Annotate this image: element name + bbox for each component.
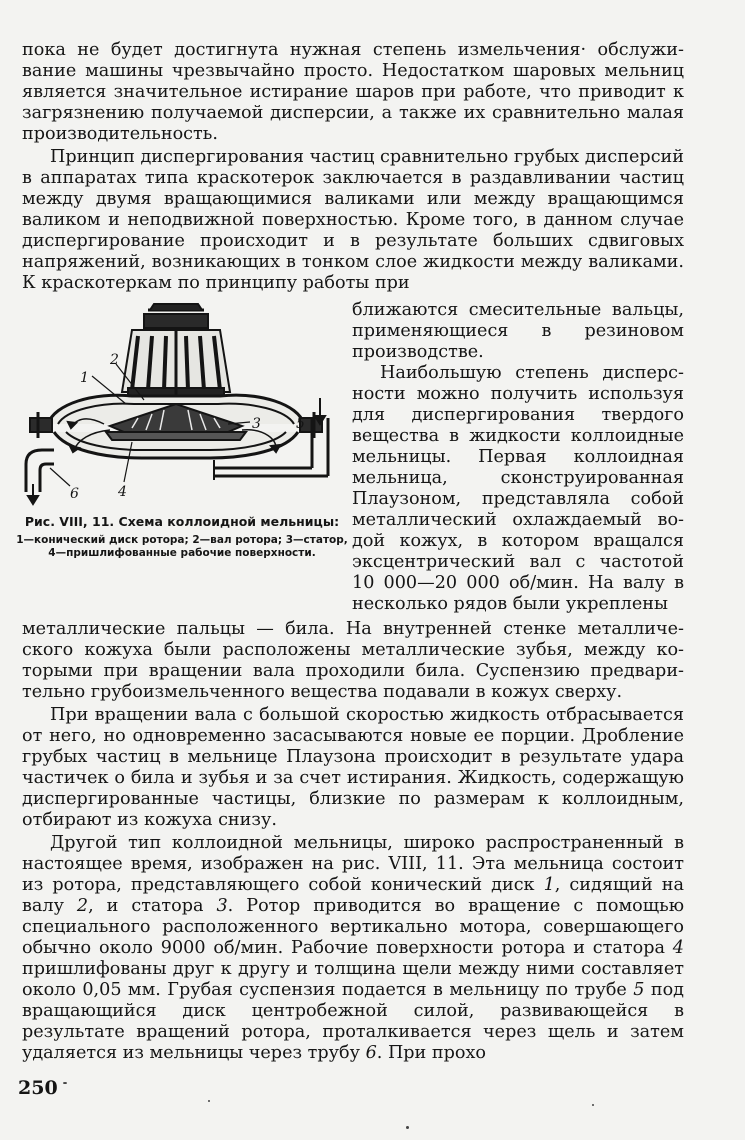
figure-caption [14, 514, 350, 560]
paragraph: Наибольшую степень дисперсности можно получить используя для диспергирования твердого вещества в жидкости коллоидные мельницы. Первая коллоидная мельница, сконструированная Плаузоном, представляла собой металлический охлаждаемый водой кожух, в котором вращался эксцентрический вал с частотой 10 000—20 000 об/мин. На валу в несколько рядов были укреплены [352, 363, 684, 614]
label-1: 1 [80, 370, 89, 386]
motor-cap [144, 314, 208, 328]
label-3: 3 [252, 416, 261, 432]
paragraph: Принцип диспергирования частиц сравнительно грубых дисперсий в аппаратах типа краскотерок заключается в раздавливании частиц между двумя вращающимися валиками или между вращающимся валиком и неподвижной поверхностью. Кроме того, в данном случае диспергирование происходит и в результате больших сдвиговых напряжений, возникающих в тонком слое жидкости между валиками. К краскотеркам по принципу работы при [22, 147, 684, 293]
label-6: 6 [70, 486, 79, 502]
caption-title: Рис. VIII, 11. Схема коллоидной мельницы: [24, 514, 340, 529]
outlet-pipe [26, 450, 54, 492]
top-text-block [22, 40, 684, 294]
page-number: 250 [18, 1077, 58, 1099]
paragraph: металлические пальцы — била. На внутренней стенке металлического кожуха были расположены металлические зубья, между которыми при вращении вала проходили била. Суспензию предварительно грубоизмельченного вещества подавали в кожух сверху. [22, 619, 684, 702]
label-5: 5 [296, 416, 305, 432]
label-4: 4 [118, 484, 127, 500]
paragraph: Другой тип коллоидной мельницы, широко распространенный в настоящее время, изображен на рис. VIII, 11. Эта мельница состоит из ротора, представляющего собой конический диск 1, сидящий на валу 2, и статора 3. Ротор приводится во вращение с помощью специального расположенного вертикально мотора, совершающего обычно около 9000 об/мин. Рабочие поверхности ротора и статора 4 пришлифованы друг к другу и толщина щели между ними составляет около 0,05 мм. Грубая суспензия подается в мельницу по трубе 5 под вращающийся диск центробежной силой, развивающейся в результате вращений ротора, проталкивается через щель и затем удаляется из мельницы через трубу 6. При прохо [22, 833, 685, 1063]
stator [106, 432, 246, 440]
label-2: 2 [110, 352, 119, 368]
print-speck [406, 1126, 409, 1129]
print-speck [592, 1104, 594, 1106]
paragraph: пока не будет достигнута нужная степень измельчения· обслуживание машины чрезвычайно просто. Недостатком шаровых мельниц является значительное истирание шаров при работе, что приводит к загрязнению получаемой дисперсии, а также их сравнительно малая производительность. [22, 40, 684, 144]
print-speck [63, 1082, 67, 1084]
colloid-mill-diagram [14, 300, 344, 508]
bottom-text-block [22, 619, 684, 1064]
paragraph: ближаются смесительные вальцы, применяющиеся в резиновом производстве. [352, 300, 684, 362]
caption-legend: 1—конический диск ротора; 2—вал ротора; 3—статор, 4—пришлифованные рабочие поверхности. [16, 534, 348, 559]
paragraph: При вращении вала с большой скоростью жидкость отбрасывается от него, но одновременно засасываются новые ее порции. Дробление грубых частиц в мельнице Плаузона происходит в результате удара частичек о била и зубья и за счет истирания. Жидкость, содержащую диспергированные частицы, близкие по размерам к коллоидным, отбирают из кожуха снизу. [22, 705, 684, 830]
right-column-text [352, 300, 684, 615]
print-speck [208, 1100, 210, 1102]
